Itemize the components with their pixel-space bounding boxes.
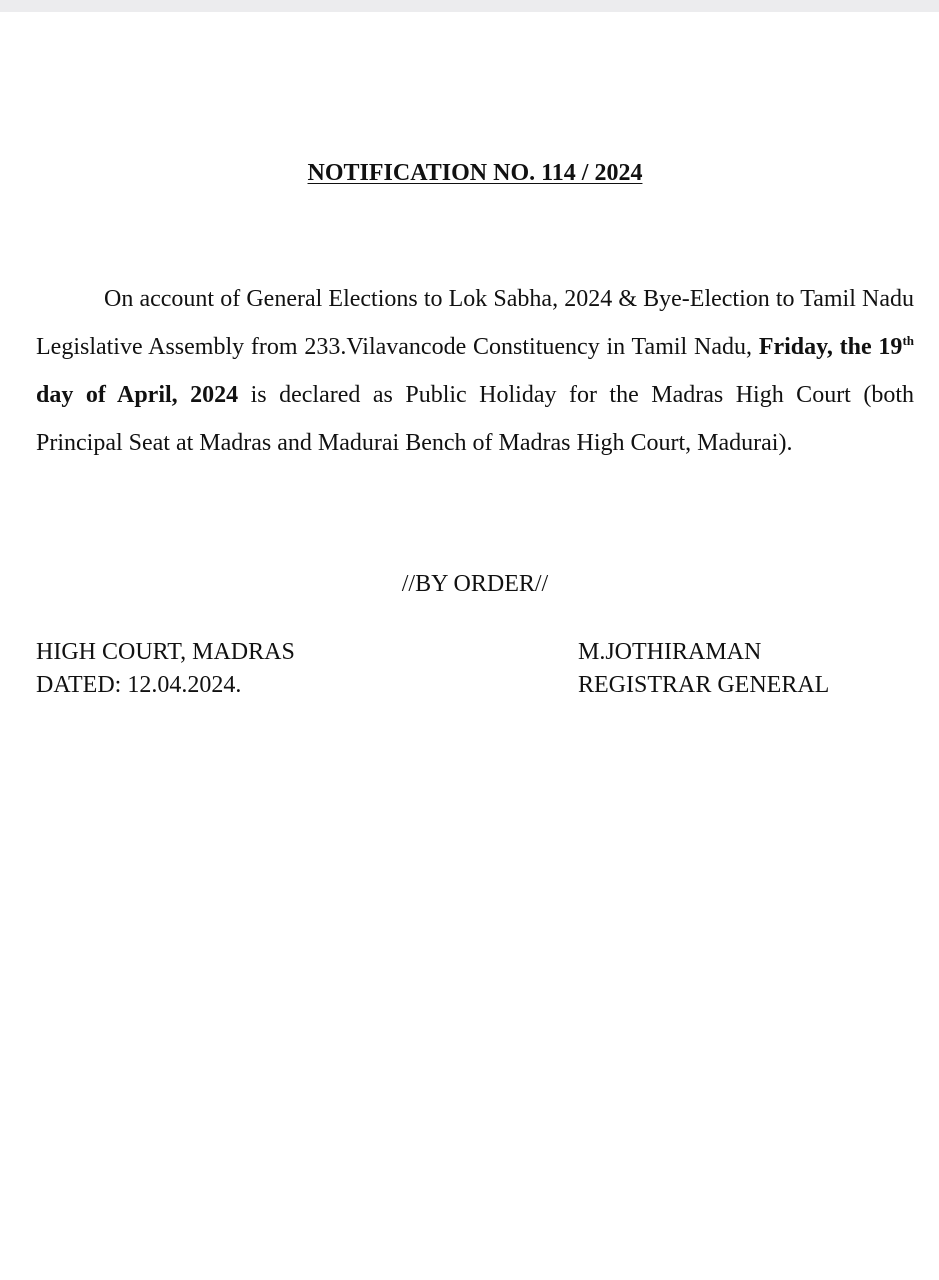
notification-title: NOTIFICATION NO. 114 / 2024 <box>307 160 643 186</box>
signatory-title: REGISTRAR GENERAL <box>578 672 830 698</box>
ordinal-suffix: th <box>902 333 914 348</box>
top-edge-bar <box>0 0 939 12</box>
issue-date: DATED: 12.04.2024. <box>36 672 242 698</box>
signatory-name: M.JOTHIRAMAN <box>578 639 762 665</box>
notification-body <box>36 275 914 467</box>
signatory-block <box>578 636 829 702</box>
holiday-date-before: Friday, the 19 <box>758 334 903 360</box>
by-order-line: //BY ORDER// <box>401 571 549 597</box>
body-text-part2: is declared as Public Holiday for the Madras High Court (both Principal Seat at Madras and Madurai Bench of Madras High Court, Madurai). <box>36 382 914 456</box>
holiday-date-after: day of April, 2024 <box>36 382 239 408</box>
issuing-place: HIGH COURT, MADRAS <box>36 639 295 665</box>
body-text-part1: On account of General Elections to Lok Sabha, 2024 & Bye-Election to Tamil Nadu Legislative Assembly from 233.Vilavancode Constituency in Tamil Nadu, <box>36 286 914 360</box>
issuing-office-block <box>36 636 295 702</box>
